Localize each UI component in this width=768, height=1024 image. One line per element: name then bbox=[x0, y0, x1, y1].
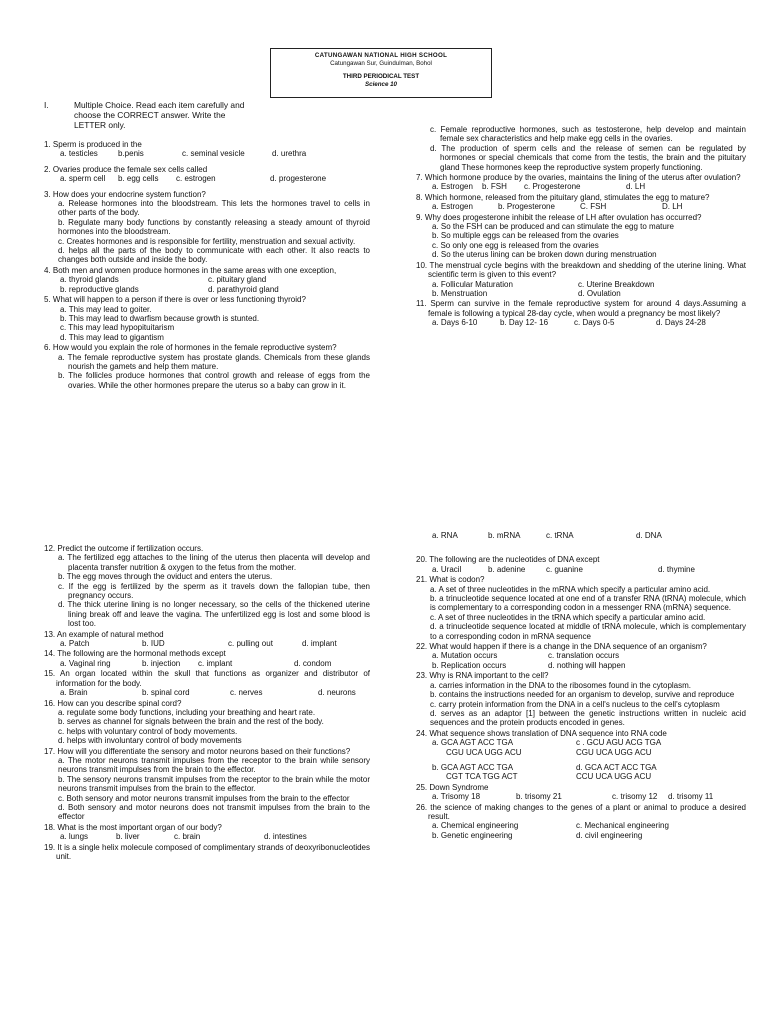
q8-choice-b: b. Progesterone bbox=[498, 202, 555, 212]
q16-choice-b: b. serves as channel for signals between the brain and the rest of the body. bbox=[58, 717, 324, 727]
page2-right-column bbox=[416, 531, 746, 840]
q10-question-text: 10. The menstrual cycle begins with the breakdown and shedding of the uterine lining. What scientific term is given to this event? bbox=[416, 260, 746, 280]
q20-choice-d: d. thymine bbox=[658, 564, 695, 574]
q15-choice-b: b. spinal cord bbox=[142, 688, 190, 698]
q1-choice-d: d. urethra bbox=[272, 149, 307, 159]
q16-choice-c: c. helps with voluntary control of body movements. bbox=[58, 726, 238, 736]
q24-question-text: 24. What sequence shows translation of DNA sequence into RNA code bbox=[416, 728, 667, 738]
q13-choice-d: d. implant bbox=[302, 639, 337, 649]
q9-choice-a: a. So the FSH can be produced and can stimulate the egg to mature bbox=[432, 222, 674, 232]
question-15 bbox=[44, 669, 370, 697]
school-name: CATUNGAWAN NATIONAL HIGH SCHOOL bbox=[314, 52, 448, 59]
q15-choice-a: a. Brain bbox=[60, 688, 88, 698]
choices-row bbox=[44, 285, 370, 294]
question-20 bbox=[416, 555, 746, 574]
q4-choice-a: a. thyroid glands bbox=[60, 275, 119, 285]
q13-choice-c: c. pulling out bbox=[228, 639, 273, 649]
choices-row bbox=[44, 639, 370, 648]
q22-choice-b: b. Replication occurs bbox=[432, 660, 507, 670]
q26-choice-c: c. Mechanical engineering bbox=[576, 821, 669, 831]
question-10 bbox=[416, 261, 746, 299]
q7-question-text: 7. Which hormone produce by the ovaries, maintains the lining of the uterus after ovulation? bbox=[416, 173, 741, 183]
q13-choice-b: b. IUD bbox=[142, 639, 165, 649]
q25-choice-d: d. trisomy 11 bbox=[668, 792, 714, 802]
q18-choice-b: b. liver bbox=[116, 832, 140, 842]
q12-choice-d: d. The thick uterine lining is no longer necessary, so the cells of the thickened uterine lining break off and leave the vagina. The unfertilized egg is lost and some blood is lost too. bbox=[58, 600, 370, 629]
q24-choice-d2: CCU UCA UGG ACU bbox=[576, 772, 652, 782]
q6-choice-a: a. The female reproductive system has prostate glands. Chemicals from these glands nourish the gamets and help them mature. bbox=[58, 352, 370, 371]
section-number: I. bbox=[44, 100, 49, 110]
q20-choice-c: c. guanine bbox=[546, 564, 583, 574]
q21-choice-b: b. a trinucleotide sequence located at one end of a transfer RNA (tRNA) molecule, which is complementary to a corresponding codon in a messenger RNA (mRNA) sequence. bbox=[430, 594, 746, 613]
q6-choice-d: d. The production of sperm cells and the release of semen can be regulated by hormones or special chemicals that come from the testis, the brain and the pituitary gland These hormones keep the reproductive system properly functioning. bbox=[430, 143, 746, 172]
question-25 bbox=[416, 783, 746, 802]
choices-row bbox=[416, 772, 746, 781]
q14-choice-b: b. injection bbox=[142, 658, 181, 668]
q25-choice-a: a. Trisomy 18 bbox=[432, 792, 481, 802]
q11-choice-a: a. Days 6-10 bbox=[432, 318, 478, 328]
choices-row bbox=[416, 821, 746, 830]
page1-left-column bbox=[44, 100, 370, 390]
q2-question-text: 2. Ovaries produce the female sex cells called bbox=[44, 164, 208, 174]
q12-choice-b: b. The egg moves through the oviduct and enters the uterus. bbox=[58, 572, 273, 582]
q5-choice-a: a. This may lead to goiter. bbox=[60, 304, 152, 314]
q17-choice-d: d. Both sensory and motor neurons does not transmit impulses from the brain to the effector bbox=[58, 802, 370, 822]
q23-choice-b: b. contains the instructions needed for an organism to develop, survive and reproduce bbox=[430, 690, 735, 700]
q10-choice-b: b. Menstruation bbox=[432, 288, 488, 298]
q20-choice-a: a. Uracil bbox=[432, 564, 462, 574]
q20-choice-b: b. adenine bbox=[488, 564, 526, 574]
q24-choice-c2: CGU UCA UGG ACU bbox=[576, 747, 652, 757]
question-14 bbox=[44, 649, 370, 668]
q24-choice-b2: CGT TCA TGG ACT bbox=[446, 772, 518, 782]
question-6-continued bbox=[416, 125, 746, 172]
q22-choice-d: d. nothing will happen bbox=[548, 660, 626, 670]
q3-choice-a: a. Release hormones into the bloodstream. This lets the hormones travel to cells in other parts of the body. bbox=[58, 199, 370, 218]
q8-choice-a: a. Estrogen bbox=[432, 202, 473, 212]
q16-question-text: 16. How can you describe spinal cord? bbox=[44, 698, 182, 708]
q19-choice-a: a. RNA bbox=[432, 531, 458, 540]
choices-row bbox=[44, 688, 370, 697]
choices-row bbox=[416, 792, 746, 801]
q18-choice-a: a. lungs bbox=[60, 832, 89, 842]
question-16 bbox=[44, 699, 370, 746]
question-7 bbox=[416, 173, 746, 192]
q3-question-text: 3. How does your endocrine system function? bbox=[44, 189, 206, 199]
q5-question-text: 5. What will happen to a person if there is over or less functioning thyroid? bbox=[44, 295, 306, 305]
section-instruction-text: Multiple Choice. Read each item carefully and choose the CORRECT answer. Write the LETTER only. bbox=[74, 100, 245, 130]
q1-choice-a: a. testicles bbox=[60, 149, 98, 159]
question-1 bbox=[44, 140, 370, 159]
q11-choice-b: b. Day 12- 16 bbox=[500, 318, 549, 328]
q1-choice-c: c. seminal vesicle bbox=[182, 149, 245, 159]
q15-choice-c: c. nerves bbox=[230, 688, 263, 698]
q24-choice-a2: CGU UCA UGG ACU bbox=[446, 747, 522, 757]
page1-right-column bbox=[416, 124, 746, 328]
q26-choice-d: d. civil engineering bbox=[576, 830, 643, 840]
question-24 bbox=[416, 729, 746, 782]
q19-choice-d: d. DNA bbox=[636, 531, 662, 540]
q3-choice-b: b. Regulate many body functions by constantly releasing a steady amount of thyroid hormones into the bloodstream. bbox=[58, 217, 370, 237]
q24-choice-a1: a. GCA AGT ACC TGA bbox=[432, 738, 514, 748]
test-header bbox=[270, 48, 492, 98]
subject-name: Science 10 bbox=[365, 80, 397, 88]
q26-choice-b: b. Genetic engineering bbox=[432, 830, 513, 840]
q18-choice-c: c. brain bbox=[174, 832, 201, 842]
q6-question-text: 6. How would you explain the role of hormones in the female reproductive system? bbox=[44, 343, 337, 353]
q11-choice-c: c. Days 0-5 bbox=[574, 318, 615, 328]
q15-question-text: 15. An organ located within the skull that functions as organizer and distributor of information for the body. bbox=[44, 669, 370, 688]
q3-choice-c: c. Creates hormones and is responsible for fertility, menstruation and sexual activity. bbox=[58, 236, 356, 246]
q13-question-text: 13. An example of natural method bbox=[44, 629, 164, 639]
school-address: Catungawan Sur, Guindulman, Bohol bbox=[330, 59, 432, 67]
q24-choice-c1: c . GCU AGU ACG TGA bbox=[576, 738, 662, 748]
q22-question-text: 22. What would happen if there is a change in the DNA sequence of an organism? bbox=[416, 642, 707, 652]
choices-row bbox=[44, 832, 370, 841]
q7-choice-b: b. FSH bbox=[482, 182, 507, 192]
q2-choice-b: b. egg cells bbox=[118, 174, 159, 184]
choices-row bbox=[44, 174, 370, 183]
q18-choice-d: d. intestines bbox=[264, 832, 307, 842]
q24-choice-b1: b. GCA AGT ACC TGA bbox=[432, 762, 514, 772]
q1-question-text: 1. Sperm is produced in the bbox=[44, 140, 142, 149]
q13-choice-a: a. Patch bbox=[60, 639, 90, 649]
question-12 bbox=[44, 544, 370, 629]
q10-choice-c: c. Uterine Breakdown bbox=[578, 279, 655, 289]
choices-row bbox=[416, 738, 746, 747]
question-26 bbox=[416, 803, 746, 841]
question-19 bbox=[44, 843, 370, 862]
q26-choice-a: a. Chemical engineering bbox=[432, 821, 519, 831]
q8-question-text: 8. Which hormone, released from the pituitary gland, stimulates the egg to mature? bbox=[416, 192, 710, 202]
q23-choice-d: d. serves as an adaptor [1] between the genetic instructions written in nucleic acid sequences and the protein products encoded in genes. bbox=[430, 708, 746, 728]
question-5 bbox=[44, 295, 370, 342]
choices-row bbox=[416, 763, 746, 772]
q18-question-text: 18. What is the most important organ of our body? bbox=[44, 822, 222, 832]
q21-choice-a: a. A set of three nucleotides in the mRNA which specify a particular amino acid. bbox=[430, 584, 711, 594]
question-9 bbox=[416, 213, 746, 260]
q2-choice-a: a. sperm cell bbox=[60, 174, 106, 184]
q23-choice-a: a. carries information in the DNA to the ribosomes found in the cytoplasm. bbox=[430, 680, 692, 690]
q3-choice-d: d. helps all the parts of the body to communicate with each other. It also reacts to changes both outside and inside the body. bbox=[58, 246, 370, 265]
choices bbox=[44, 149, 370, 158]
q12-choice-a: a. The fertilized egg attaches to the lining of the uterus then placenta will develop and placenta transfer nutrition & oxygen to the fetus from the mother. bbox=[58, 553, 370, 572]
q12-question-text: 12. Predict the outcome if fertilization occurs. bbox=[44, 544, 204, 553]
q23-question-text: 23. Why is RNA important to the cell? bbox=[416, 671, 549, 681]
q7-choice-d: d. LH bbox=[626, 182, 646, 192]
question-22 bbox=[416, 642, 746, 670]
q17-choice-c: c. Both sensory and motor neurons transmit impulses from the brain to the effector bbox=[58, 793, 350, 803]
q4-choice-c: c. pituitary gland bbox=[208, 275, 267, 285]
q21-choice-c: c. A set of three nucleotides in the tRNA which specify a particular amino acid. bbox=[430, 612, 706, 622]
q2-choice-c: c. estrogen bbox=[176, 174, 216, 184]
question-3 bbox=[44, 190, 370, 265]
q26-question-text: 26. the science of making changes to the genes of a plant or animal to produce a desired result. bbox=[416, 802, 746, 821]
q12-choice-c: c. If the egg is fertilized by the sperm as it travels down the fallopian tube, then pregnancy occurs. bbox=[58, 581, 370, 601]
choices-row bbox=[44, 659, 370, 668]
q4-choice-d: d. parathyroid gland bbox=[208, 284, 279, 294]
question-13 bbox=[44, 630, 370, 649]
q10-choice-d: d. Ovulation bbox=[578, 288, 621, 298]
choices-row bbox=[416, 202, 746, 211]
q14-choice-d: d. condom bbox=[294, 658, 332, 668]
q14-choice-c: c. implant bbox=[198, 658, 233, 668]
q6-choice-c: c. Female reproductive hormones, such as testosterone, help develop and maintain female sex characteristics and help make egg cells in the ovaries. bbox=[430, 125, 746, 144]
page2-left-column bbox=[44, 543, 370, 861]
choices-row bbox=[416, 182, 746, 191]
choices-row bbox=[416, 565, 746, 574]
q1-choice-b: b.penis bbox=[118, 149, 144, 159]
q7-choice-a: a. Estrogen bbox=[432, 182, 473, 192]
question-2 bbox=[44, 165, 370, 184]
question-21 bbox=[416, 575, 746, 641]
q5-choice-c: c. This may lead hypopituitarism bbox=[60, 323, 175, 333]
choices-row bbox=[416, 289, 746, 298]
q10-choice-a: a. Follicular Maturation bbox=[432, 279, 513, 289]
q5-choice-b: b. This may lead to dwarfism because growth is stunted. bbox=[60, 313, 260, 323]
question-6 bbox=[44, 343, 370, 390]
q17-choice-b: b. The sensory neurons transmit impulses from the receptor to the brain while the motor neurons transmit impulses from the brain to the effector. bbox=[58, 774, 370, 794]
q2-choice-d: d. progesterone bbox=[270, 174, 327, 184]
choices-row bbox=[44, 275, 370, 284]
choices-row bbox=[416, 318, 746, 327]
q19-choice-c: c. tRNA bbox=[546, 531, 574, 540]
q15-choice-d: d. neurons bbox=[318, 688, 356, 698]
q25-question-text: 25. Down Syndrome bbox=[416, 782, 489, 792]
q9-choice-c: c. So only one egg is released from the ovaries bbox=[432, 240, 599, 250]
q21-choice-d: d. a trinucleotide sequence located at middle of tRNA molecule, which is complementary to a corresponding codon in mRNA sequence bbox=[430, 622, 746, 641]
q7-choice-c: c. Progesterone bbox=[524, 182, 581, 192]
q9-question-text: 9. Why does progesterone inhibit the release of LH after ovulation has occurred? bbox=[416, 212, 702, 222]
q24-choice-d1: d. GCA ACT ACC TGA bbox=[576, 762, 657, 772]
q4-question-text: 4. Both men and women produce hormones in the same areas with one exception, bbox=[44, 265, 337, 275]
choices-row bbox=[416, 280, 746, 289]
question-18 bbox=[44, 823, 370, 842]
q25-choice-c: c. trisomy 12 bbox=[612, 792, 658, 802]
q5-choice-d: d. This may lead to gigantism bbox=[60, 332, 164, 342]
choices-row bbox=[416, 831, 746, 840]
question-17 bbox=[44, 747, 370, 822]
q17-question-text: 17. How will you differentiate the sensory and motor neurons based on their functions? bbox=[44, 746, 351, 756]
choices-row bbox=[416, 661, 746, 670]
q4-choice-b: b. reproductive glands bbox=[60, 284, 139, 294]
question-19-choices bbox=[416, 531, 746, 540]
choices-row bbox=[416, 651, 746, 660]
q25-choice-b: b. trisomy 21 bbox=[516, 792, 562, 802]
q14-question-text: 14. The following are the hormonal methods except bbox=[44, 649, 226, 659]
q16-choice-a: a. regulate some body functions, including your breathing and heart rate. bbox=[58, 707, 316, 717]
choices-row bbox=[416, 748, 746, 757]
test-title: THIRD PERIODICAL TEST bbox=[342, 73, 420, 81]
question-11 bbox=[416, 299, 746, 327]
q23-choice-c: c. carry protein information from the DNA in a cell's nucleus to the cell's cytoplasm bbox=[430, 699, 720, 709]
q22-choice-c: c. translation occurs bbox=[548, 651, 620, 661]
q8-choice-d: D. LH bbox=[662, 202, 683, 212]
q17-choice-a: a. The motor neurons transmit impulses from the receptor to the brain while sensory neurons transmit impulses from the brain to the effector. bbox=[58, 755, 370, 775]
q20-question-text: 20. The following are the nucleotides of DNA except bbox=[416, 555, 600, 565]
q22-choice-a: a. Mutation occurs bbox=[432, 651, 498, 661]
q14-choice-a: a. Vaginal ring bbox=[60, 658, 111, 668]
q9-choice-b: b. So multiple eggs can be released from the ovaries bbox=[432, 231, 619, 241]
q19-choice-b: b. mRNA bbox=[488, 531, 521, 540]
q21-question-text: 21. What is codon? bbox=[416, 575, 485, 585]
q8-choice-c: C. FSH bbox=[580, 202, 607, 212]
q19-question-text: 19. It is a single helix molecule composed of complimentary strands of deoxyribonucleotides unit. bbox=[44, 842, 370, 861]
q9-choice-d: d. So the uterus lining can be broken down during menstruation bbox=[432, 250, 657, 260]
question-4 bbox=[44, 266, 370, 294]
q11-question-text: 11. Sperm can survive in the female reproductive system for around 4 days.Assuming a female is following a typical 28-day cycle, when would a pregnancy be most likely? bbox=[416, 299, 746, 318]
q6-choice-b: b. The follicles produce hormones that control growth and release of eggs from the ovaries. While the other hormones prepare the uterus so a baby can grow in it. bbox=[58, 371, 370, 390]
question-23 bbox=[416, 671, 746, 727]
section-instructions bbox=[44, 100, 370, 130]
question-8 bbox=[416, 193, 746, 212]
q11-choice-d: d. Days 24-28 bbox=[656, 318, 706, 328]
q16-choice-d: d. helps with involuntary control of body movements bbox=[58, 736, 242, 746]
